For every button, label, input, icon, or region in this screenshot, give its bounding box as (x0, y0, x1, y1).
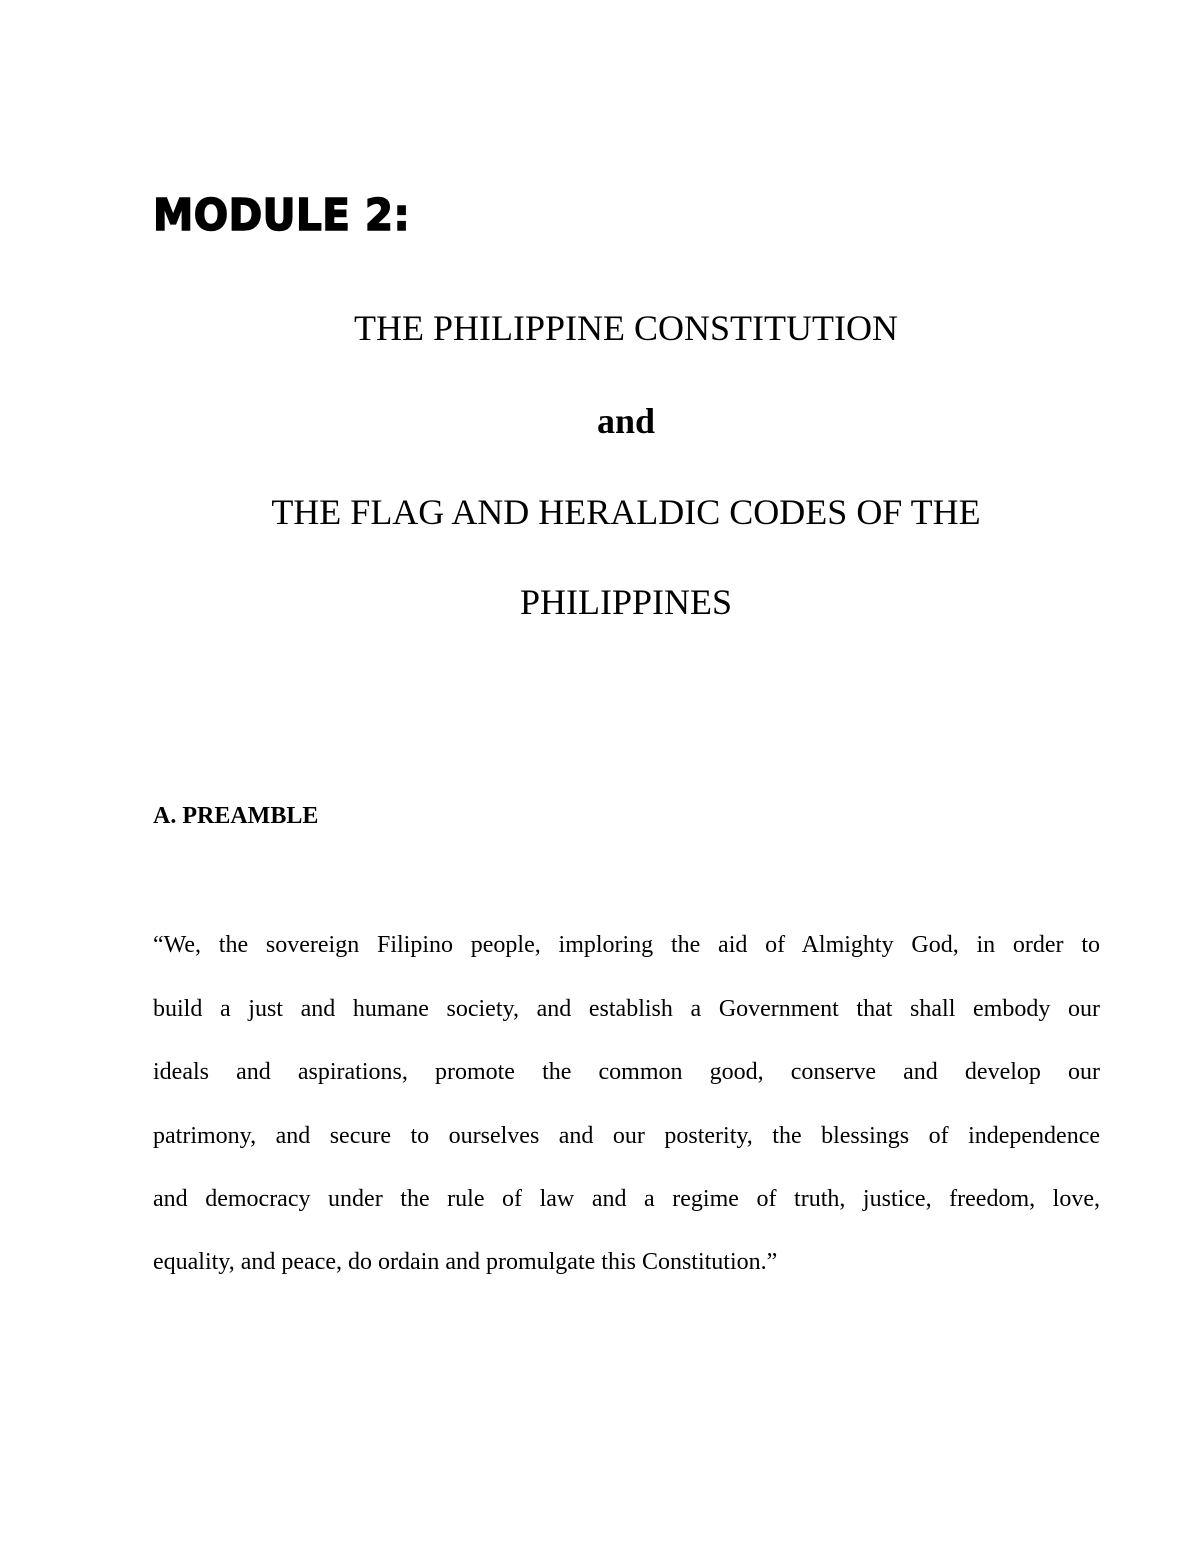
preamble-line: ideals and aspirations, promote the common good, conserve and develop our (153, 1059, 1100, 1085)
title-line-constitution: THE PHILIPPINE CONSTITUTION (354, 308, 898, 348)
section-heading-preamble: A. PREAMBLE (153, 803, 319, 829)
preamble-line: and democracy under the rule of law and a regime of truth, justice, freedom, love, (153, 1186, 1100, 1212)
preamble-line: build a just and humane society, and establish a Government that shall embody our (153, 996, 1100, 1022)
module-heading: MODULE 2: (153, 190, 411, 241)
preamble-line: “We, the sovereign Filipino people, imploring the aid of Almighty God, in order to (153, 932, 1100, 958)
title-line-and: and (596, 401, 656, 441)
preamble-line: patrimony, and secure to ourselves and our posterity, the blessings of independence (153, 1123, 1100, 1149)
preamble-line: equality, and peace, do ordain and promulgate this Constitution.” (153, 1249, 778, 1275)
title-line-flag-heraldic-codes: THE FLAG AND HERALDIC CODES OF THE (271, 492, 981, 532)
title-line-philippines: PHILIPPINES (519, 582, 733, 622)
